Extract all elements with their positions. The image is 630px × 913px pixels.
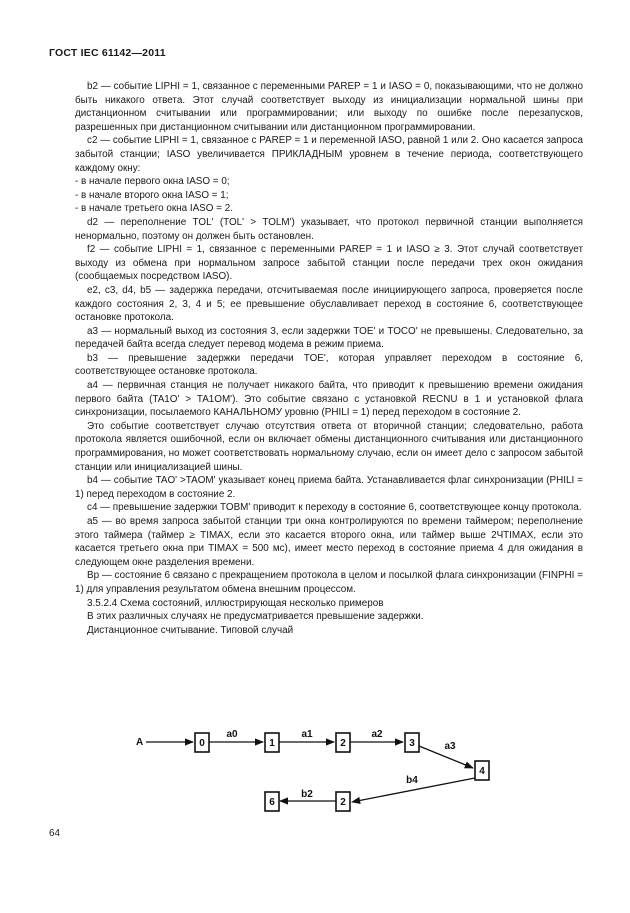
transition-label: a0 — [226, 729, 238, 740]
state-label: 2 — [340, 797, 346, 808]
paragraph-a4-note: Это событие соответствует случаю отсутствия ответа от вторичной станции; следовательно, работа протокола является ошибочной, если он включает обмены дистанционного считывания или дистанционного программирования, но может соответствовать нормальному случаю, если он имеет дело с запросом забытой станции или инициализацией шины. — [75, 420, 583, 473]
transition-label: a2 — [371, 729, 383, 740]
state-diagram — [120, 720, 500, 830]
diagram-caption: Дистанционное считывание. Типовой случай — [87, 624, 294, 636]
page-number: 64 — [49, 828, 60, 839]
document-header: ГОСТ IEC 61142—2011 — [49, 47, 166, 59]
paragraph-c4: c4 — превышение задержки TOBM' приводит к переходу в состояние 6, соответствующее концу протокола. — [87, 502, 582, 514]
state-label: 0 — [199, 738, 205, 749]
state-label: 2 — [340, 738, 346, 749]
state-label: 1 — [269, 738, 275, 749]
transition-label: b2 — [301, 789, 313, 800]
list-item-window-1: - в начале первого окна IASO = 0; — [75, 176, 230, 188]
paragraph-b4: b4 — событие TAO' >TAOM' указывает конец приема байта. Устанавливается флаг синхронизации (PHILI = 1) перед переходом в состояние 2. — [75, 475, 583, 500]
paragraph-a4: a4 — первичная станция не получает никакого байта, что приводит к превышению времени ожидания первого байта (TA1O' > TA1OM'). Это событие связано с установкой RECNU в 1 и установкой флага синхронизации, посылаемого КАНАЛЬНОМУ уровню (PHILI = 1) перед переходом в состояние 2. — [75, 380, 583, 419]
paragraph-f2: f2 — событие LIPHI = 1, связанное с переменными PAREP = 1 и IASO ≥ 3. Этот случай соответствует выходу из обмена при нормальном запросе забытой станции после передачи трех окон ожидания (сообщаемых посредством IASO). — [75, 244, 583, 283]
paragraph-a3: a3 — нормальный выход из состояния 3, если задержки TOE' и TOCO' не превышены. Следовательно, за передачей байта всегда следует перевод модема в режим приема. — [75, 325, 583, 351]
body-text — [75, 80, 583, 637]
paragraph-d2: d2 — переполнение TOL' (TOL' > TOLM') указывает, что протокол первичной станции выполняется ненормально, поэтому он должен быть остановлен. — [75, 216, 583, 242]
list-item-window-2: - в начале второго окна IASO = 1; — [75, 189, 229, 201]
transition-label: b4 — [406, 775, 418, 786]
list-item-window-3: - в начале третьего окна IASO = 2. — [75, 203, 233, 215]
paragraph-a5: a5 — во время запроса забытой станции три окна контролируются по времени таймером; переполнение этого таймера (таймер ≥ TIMAX, если это касается второго окна, или таймер выше 2ЧTIMAX, если это касается третьего окна при TIMAX = 500 мс), имеет место переход в состояние приема 4 для ожидания в следующем окне разделения времени. — [75, 516, 583, 568]
state-label: 6 — [269, 797, 275, 808]
transition-label: a3 — [444, 741, 456, 752]
paragraph-c2: c2 — событие LIPHI = 1, связанное с PAREP = 1 и переменной IASO, равной 1 или 2. Оно касается запроса забытой станции; IASO увеличивается ПРИКЛАДНЫМ уровнем в течение периода, соответствующего каждому окну: — [75, 135, 583, 174]
paragraph-b3: b3 — превышение задержки передачи TOE', которая управляет переходом в состояние 6, соответствующее остановке протокола. — [75, 352, 583, 378]
state-label: 3 — [409, 738, 415, 749]
paragraph-note: В этих различных случаях не предусматривается превышение задержки. — [87, 611, 424, 623]
section-heading: 3.5.2.4 Схема состояний, иллюстрирующая несколько примеров — [87, 597, 384, 609]
transition-label: a1 — [301, 729, 313, 740]
input-label: A — [136, 737, 144, 748]
paragraph-bp: Bp — состояние 6 связано с прекращением протокола в целом и посылкой флага синхронизации (FINPHI = 1) для управления результатом обмена внешним процессом. — [75, 570, 583, 595]
paragraph-b2: b2 — событие LIPHI = 1, связанное с переменными PAREP = 1 и IASO = 0, показывающими, что не должно быть никакого ответа. Этот случай соответствует выходу из инициализации нормальной шины при дистанционном считывании или программировании; или выходу по ошибке после перезапусков, разрешенных при дистанционном считывании или дистанционном программировании. — [75, 81, 583, 133]
state-label: 4 — [479, 766, 485, 777]
paragraph-e2: e2, c3, d4, b5 — задержка передачи, отсчитываемая после инициирующего запроса, проверяется после каждого состояния 2, 3, 4 и 5; ее превышение обуславливает переход в состояние 6, соответствующее остановке протокола. — [75, 284, 583, 324]
